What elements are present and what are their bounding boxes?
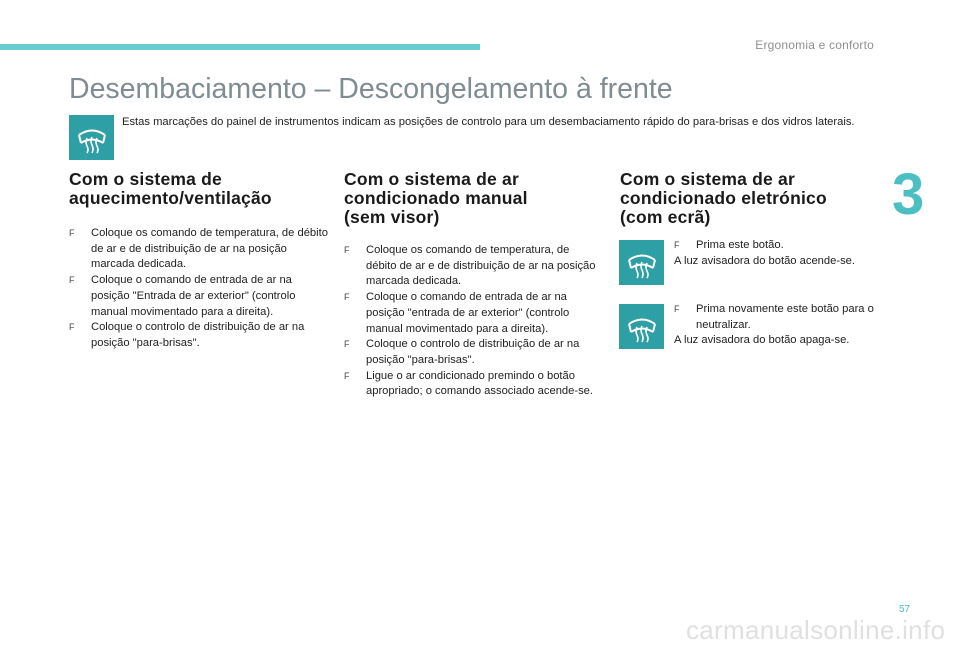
bullet-icon: F bbox=[344, 292, 350, 303]
bullet-icon: F bbox=[674, 304, 680, 314]
chapter-number: 3 bbox=[892, 162, 925, 227]
column-manual-ac bbox=[344, 170, 602, 400]
list-item: F Prima este botão. bbox=[674, 238, 894, 254]
windscreen-demist-glyph bbox=[76, 122, 108, 154]
page-title: Desembaciamento – Descongelamento à frente bbox=[69, 73, 673, 105]
bullet-icon: F bbox=[344, 245, 350, 255]
instruction-list bbox=[674, 238, 894, 254]
instruction-list bbox=[674, 302, 874, 333]
press-button-block bbox=[674, 238, 894, 269]
list-item: F Coloque o controlo de distribuição de ar na posição "para-brisas". bbox=[344, 338, 580, 366]
press-again-block bbox=[674, 302, 874, 349]
bullet-icon: F bbox=[69, 228, 75, 238]
list-item: F Ligue o ar condicionado premindo o botão apropriado; o comando associado acende-se. bbox=[344, 369, 594, 398]
windscreen-demist-glyph bbox=[626, 311, 658, 343]
page-number: 57 bbox=[899, 604, 911, 615]
bullet-icon: F bbox=[674, 240, 680, 250]
column-electronic-ac bbox=[620, 170, 890, 227]
bullet-icon: F bbox=[69, 275, 75, 286]
windscreen-demist-glyph bbox=[626, 247, 658, 279]
section-title: Ergonomia e conforto bbox=[755, 38, 874, 52]
windscreen-demist-button-icon bbox=[619, 304, 664, 349]
indicator-note: A luz avisadora do botão acende-se. bbox=[674, 254, 855, 267]
bullet-icon: F bbox=[344, 339, 350, 350]
windscreen-demist-icon bbox=[69, 115, 114, 160]
list-item: F Coloque o comando de entrada de ar na posição "Entrada de ar exterior" (controlo manual movimentado para a direita). bbox=[69, 274, 296, 318]
list-item: F Coloque o controlo de distribuição de ar na posição "para-brisas". bbox=[69, 321, 305, 349]
header-accent-bar bbox=[0, 44, 480, 50]
instruction-list bbox=[69, 226, 329, 352]
list-item: F Coloque o comando de entrada de ar na posição "entrada de ar exterior" (controlo manual movimentado para a direita). bbox=[344, 291, 570, 335]
column-heading: Com o sistema de aquecimento/ventilação bbox=[69, 169, 272, 208]
bullet-icon: F bbox=[69, 322, 75, 333]
list-item: F Prima novamente este botão para o neutralizar. bbox=[674, 303, 874, 331]
list-item: F Coloque os comando de temperatura, de débito de ar e de distribuição de ar na posição marcada dedicada. bbox=[344, 244, 596, 288]
intro-text: Estas marcações do painel de instrumentos indicam as posições de controlo para um desembaciamento rápido do para-brisas e dos vidros laterais. bbox=[122, 116, 855, 128]
column-heading: Com o sistema de ar condicionado manual (sem visor) bbox=[344, 169, 528, 227]
bullet-icon: F bbox=[344, 370, 350, 381]
list-item: F Coloque os comando de temperatura, de débito de ar e de distribuição de ar na posição marcada dedicada. bbox=[69, 227, 328, 271]
column-heating-ventilation bbox=[69, 170, 329, 352]
windscreen-demist-button-icon bbox=[619, 240, 664, 285]
indicator-note: A luz avisadora do botão apaga-se. bbox=[674, 334, 850, 347]
column-heading: Com o sistema de ar condicionado eletrónico (com ecrã) bbox=[620, 169, 827, 227]
watermark-text: carmanualsonline.info bbox=[686, 615, 946, 645]
instruction-list bbox=[344, 243, 602, 400]
